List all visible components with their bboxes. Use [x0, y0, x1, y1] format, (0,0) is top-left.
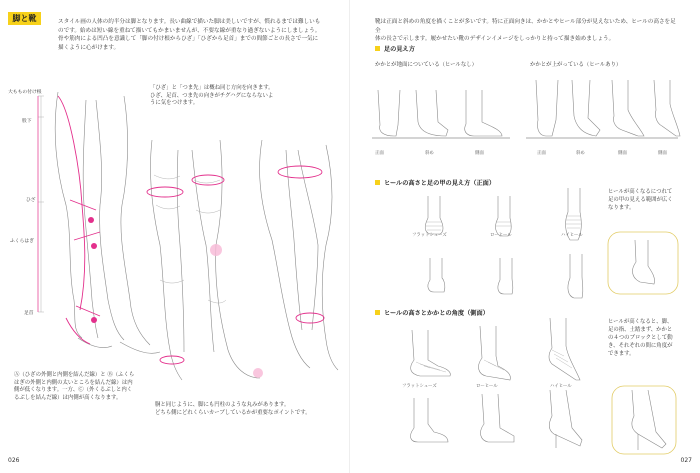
low-heel-front: [496, 196, 512, 236]
foot-outline: [78, 338, 112, 348]
pink-line-a: [70, 200, 96, 210]
knee-highlight: [210, 244, 222, 256]
note-line: るぶしを結んだ線）は内側が高くなります。: [14, 394, 122, 401]
note-line: ヒールが高くなると、脚、: [608, 319, 673, 325]
caption-flat-shoes: フラットシューズ: [402, 384, 437, 389]
leg-outline: [216, 140, 260, 378]
foot-outline: [120, 342, 160, 353]
flat-shoe-side: [411, 330, 451, 376]
rotation-arrow: [296, 313, 324, 323]
note-line: の４つのブロックとして動: [608, 335, 673, 341]
low-heel-profile: [481, 394, 514, 442]
note-line: はぎの外側と内側の太いところを結んだ線）は内: [14, 379, 133, 386]
intro-line: 体の長さで示します。履かせたい靴のデザインイメージをしっかりと持って描き始めましょう。: [375, 36, 615, 42]
leg-outline: [322, 145, 338, 370]
marker-b: [91, 243, 97, 249]
bottom-note-left: [14, 372, 162, 402]
label-thigh-root: 大ももの付け根: [8, 90, 42, 95]
foot-side-heel: [612, 80, 644, 136]
section-title: 足の見え方: [384, 46, 415, 53]
rotation-arrow: [192, 175, 224, 185]
high-heel-side: [549, 318, 580, 380]
right-page: [350, 0, 700, 473]
page-number: 026: [8, 457, 20, 464]
bare-foot-front: [498, 258, 513, 294]
heel-side-note: [608, 318, 678, 358]
toe-highlight: [253, 368, 263, 378]
section-marker-icon: [375, 310, 380, 315]
label-calf: ふくらはぎ: [10, 239, 34, 244]
section-heel-front: [375, 178, 495, 187]
foot-side-heel-2: [654, 80, 680, 136]
note-line: 胴と同じように、脚にも円柱のような丸みがあります。: [155, 402, 290, 408]
leg-outline: [55, 92, 82, 338]
knee-note-line: うに気をつけます。: [150, 100, 199, 107]
intro-line: 骨や筋肉による凹凸を意識して「脚の付け根からひざ」「ひざから足首」までの間節ごとの長さで一気に: [58, 36, 319, 42]
contour-lines: [194, 180, 226, 303]
rotation-arrow: [278, 166, 322, 178]
caption-side: 側面: [618, 151, 627, 156]
intro-line: 靴は正面と斜めの角度を描くことが多いです。特に正面向きは、かかとやヒール部分が見えないため、ヒールの高さを足全: [375, 19, 676, 34]
caption-low-heel: ローヒール: [490, 233, 512, 238]
figure-legs-side: [260, 140, 338, 370]
foot-side: [465, 90, 502, 136]
shoe-hatching: [566, 216, 581, 228]
flat-shoe-profile: [411, 398, 448, 442]
right-intro-text: [375, 18, 680, 44]
detail-frame: [608, 232, 678, 294]
high-heel-detail: [632, 390, 666, 448]
figure-legs-front: [55, 92, 160, 353]
section-foot-views: [375, 44, 415, 53]
section-marker-icon: [375, 46, 380, 51]
pink-line-c: [76, 306, 100, 316]
foot-detail: [633, 240, 655, 284]
label-crotch: 股下: [22, 119, 32, 124]
note-line: Ⓐ（ひざの外側と内側を結んだ線）と Ⓑ（ふくら: [14, 372, 135, 378]
caption-front: 正面: [375, 151, 384, 156]
caption-oblique: 斜め: [425, 151, 434, 156]
shoe-hatching: [496, 222, 511, 226]
leg-outline: [177, 150, 184, 352]
intro-line: 描くように心がけます。: [58, 44, 120, 51]
bottom-note-center: [155, 402, 335, 417]
caption-side: 側面: [658, 151, 667, 156]
label-ankle: 足首: [24, 311, 34, 316]
detail-frame: [612, 386, 676, 454]
foot-oblique-heel: [572, 80, 600, 136]
marker-c: [91, 317, 97, 323]
caption-high-heel: ハイヒール: [561, 233, 583, 238]
leg-outline: [260, 140, 310, 368]
contour-lines: [154, 175, 184, 283]
intro-line: のです。始めは短い線を重ねて描いてもかまいませんが、不要な線が重なり過ぎないようにしましょう。: [58, 27, 321, 34]
page-number: 027: [680, 457, 692, 464]
shoe-hatching: [484, 360, 504, 370]
caption-side: 側面: [475, 151, 484, 156]
bare-foot-front: [428, 258, 445, 292]
marker-a: [88, 217, 94, 223]
subhead-heel: かかとが上がっている（ヒールあり）: [530, 62, 622, 68]
note-line: 足の甲の見える範囲が広く: [608, 197, 673, 203]
intro-line: スタイル画の人体の約半分は脚となります。長い曲線で描いた脚は美しいですが、慣れるまでは難しいも: [58, 19, 321, 25]
pink-contour: [66, 318, 90, 344]
low-heel-side: [479, 326, 511, 380]
label-knee: ひざ: [26, 198, 36, 203]
caption-low-heel: ローヒール: [476, 384, 498, 389]
section-title: ヒールの高さとかかとの角度（側面）: [384, 310, 489, 317]
flat-shoe-front: [425, 196, 443, 234]
bare-foot-front: [568, 254, 583, 298]
section-title: ヒールの高さと足の甲の見え方（正面）: [384, 180, 496, 187]
caption-high-heel: ハイヒール: [550, 384, 572, 389]
subhead-no-heel: かかとが地面についている（ヒールなし）: [375, 62, 477, 68]
note-line: どちら側にどれくらいカーブしているかが重要なポイントです。: [155, 409, 311, 416]
foot-front-heel: [536, 80, 558, 136]
section-marker-icon: [375, 180, 380, 185]
foot-front: [378, 90, 400, 136]
high-heel-profile: [549, 390, 582, 446]
foot-oblique: [416, 90, 448, 136]
caption-oblique: 斜め: [576, 151, 585, 156]
note-line: なります。: [608, 205, 635, 211]
figure-legs-rotation: [147, 140, 263, 380]
leg-outline: [121, 96, 150, 345]
note-line: できます。: [608, 351, 635, 357]
note-line: 側が低くなります。一方、Ⓒ（外くるぶしと内く: [14, 387, 133, 394]
section-heel-side: [375, 308, 489, 317]
note-line: 足の指、土踏まず、かかと: [608, 327, 673, 333]
shoe-hatching: [426, 222, 442, 230]
leg-outline: [96, 100, 124, 340]
note-line: ヒールが高くなるにつれて: [608, 189, 673, 195]
heel-front-note: [608, 188, 678, 212]
knee-note-line: ひざ、足首、つま先の向きがチグハグにならないよ: [150, 92, 274, 99]
caption-front: 正面: [537, 151, 546, 156]
caption-flat-shoes: フラットシューズ: [412, 233, 447, 238]
note-line: き、それぞれの間に角度が: [608, 343, 673, 349]
shoe-hatching: [552, 350, 572, 368]
leg-outline: [298, 150, 318, 330]
knee-note-line: 「ひざ」と「つま先」は概ね同じ方向を向きます。: [150, 85, 274, 91]
chapter-title: 脚と靴: [8, 12, 41, 25]
foot-views-illustration: [350, 70, 700, 170]
